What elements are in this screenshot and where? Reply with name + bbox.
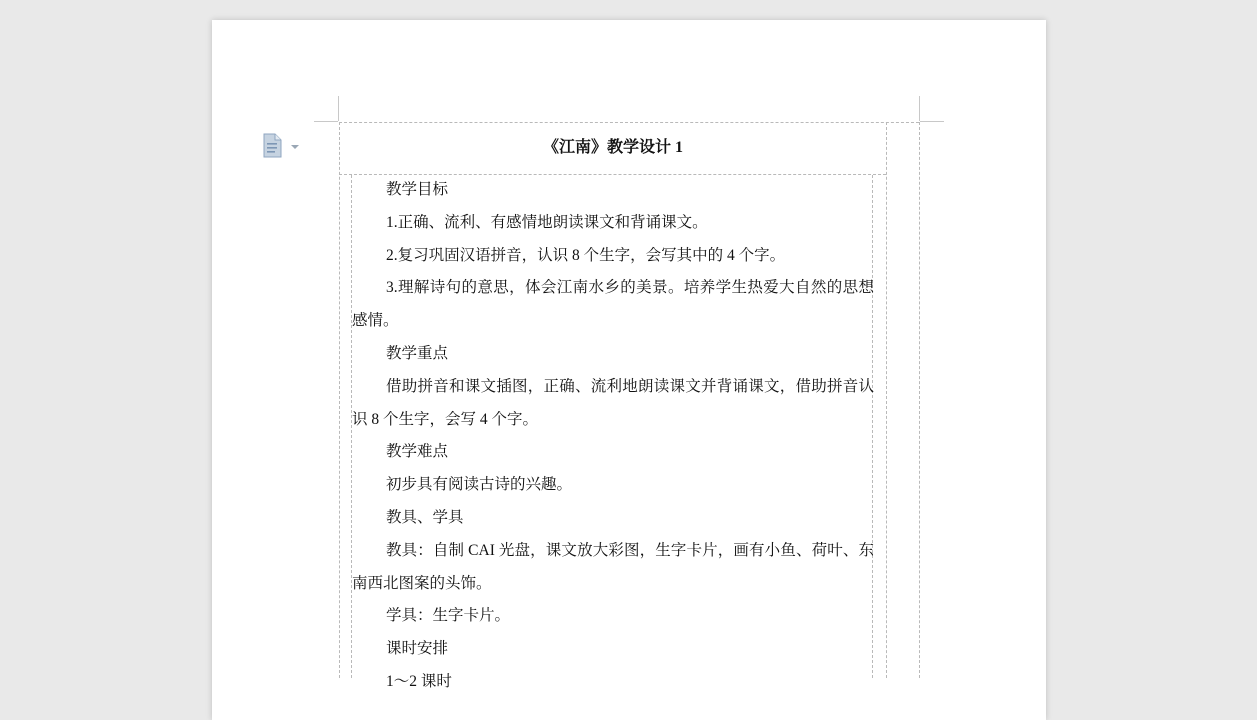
section-heading: 课时安排 — [386, 640, 449, 658]
document-body — [352, 174, 874, 699]
header-left-border — [339, 122, 340, 678]
paragraph: 教具：自制 CAI 光盘，课文放大彩图，生字卡片，画有小鱼、荷叶、东南西北图案的头饰。 — [352, 541, 874, 592]
margin-right-border — [919, 122, 920, 678]
document-title: 《江南》教学设计 1 — [542, 139, 683, 156]
section-heading: 教学难点 — [386, 443, 449, 461]
paragraph: 3.理解诗句的意思，体会江南水乡的美景。培养学生热爱大自然的思想感情。 — [352, 279, 874, 330]
crop-mark — [920, 121, 944, 122]
section-heading: 教学重点 — [386, 344, 449, 362]
paragraph: 借助拼音和课文插图，正确、流利地朗读课文并背诵课文，借助拼音认识 8 个生字，会写 4 个字。 — [352, 377, 874, 428]
crop-mark — [338, 96, 339, 121]
crop-mark — [314, 121, 338, 122]
document-menu-button[interactable] — [262, 133, 304, 159]
paragraph: 2.复习巩固汉语拼音，认识 8 个生字，会写其中的 4 个字。 — [386, 246, 786, 264]
document-icon — [262, 133, 304, 159]
paragraph: 学具：生字卡片。 — [386, 607, 511, 625]
chevron-down-icon — [291, 145, 299, 149]
crop-mark — [919, 96, 920, 121]
paragraph: 1～2 课时 — [386, 672, 452, 690]
section-heading: 教学目标 — [386, 181, 449, 198]
paragraph: 1.正确、流利、有感情地朗读课文和背诵课文。 — [386, 213, 708, 231]
section-heading: 教具、学具 — [386, 508, 464, 526]
header-right-border — [886, 122, 887, 678]
header-top-border — [339, 122, 919, 123]
paragraph: 初步具有阅读古诗的兴趣。 — [386, 476, 573, 494]
